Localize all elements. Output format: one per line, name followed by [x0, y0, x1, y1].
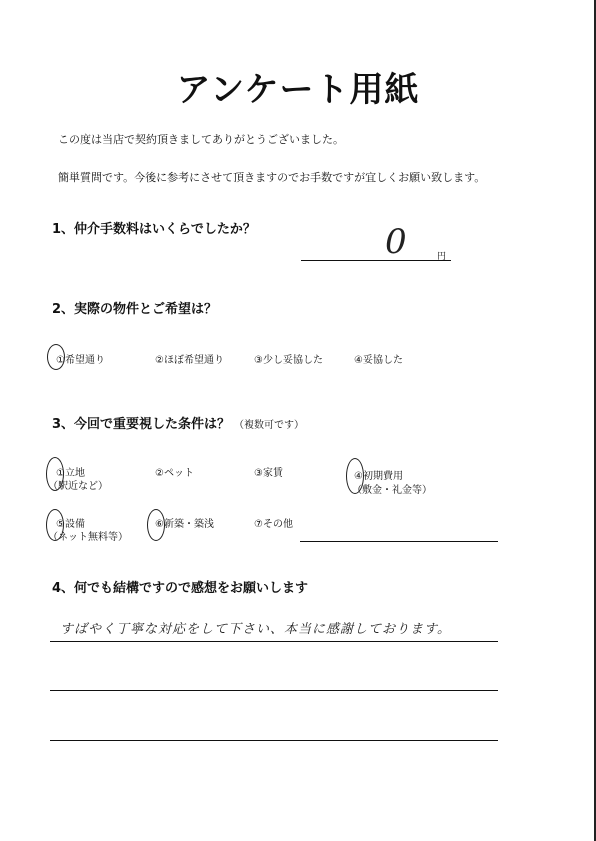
q2-option-3[interactable]: ③少し妥協した [254, 355, 323, 366]
page-title: アンケート用紙 [176, 70, 420, 110]
q3-circle-1 [46, 457, 64, 491]
q3-circle-5 [46, 509, 64, 541]
q2-option-1[interactable]: ①希望通り [56, 355, 105, 366]
question-3-text: 3、今回で重要視した条件は？ [52, 417, 231, 432]
q3-option-7[interactable]: ⑦その他 [254, 519, 293, 530]
intro-line-2: 簡単質問です。今後に参考にさせて頂きますのでお手数ですが宜しくお願い致します。 [58, 171, 486, 184]
q3-option-6[interactable]: ⑥新築・築浅 [155, 519, 214, 530]
q3-circle-4 [346, 458, 364, 494]
q3-option-4-sub: （敷金・礼金等） [352, 485, 432, 496]
question-3-note: （複数可です） [234, 420, 305, 431]
question-3 [52, 413, 304, 432]
q1-handwritten-answer: 0 [385, 222, 407, 262]
q3-circle-6 [147, 509, 165, 541]
q4-handwritten-answer: すばやく丁寧な対応をして下さい、本当に感謝しております。 [60, 622, 451, 637]
question-4: 4、何でも結構ですので感想をお願いします [52, 581, 309, 596]
q3-option-2[interactable]: ②ペット [155, 468, 194, 479]
q4-answer-line-3 [50, 740, 498, 741]
q1-unit: 円 [437, 252, 447, 262]
q3-option-1-sub: （駅近など） [48, 481, 108, 492]
q4-answer-line-1 [50, 641, 498, 642]
q3-other-line [300, 541, 498, 542]
q3-option-5-sub: （ネット無料等） [48, 532, 128, 543]
q4-answer-line-2 [50, 690, 498, 691]
q2-option-4[interactable]: ④妥協した [354, 355, 403, 366]
question-2: 2、実際の物件とご希望は？ [52, 302, 218, 317]
q3-option-1[interactable]: ①立地 [56, 468, 85, 479]
q3-option-3[interactable]: ③家賃 [254, 468, 283, 479]
question-1: 1、仲介手数料はいくらでしたか？ [52, 222, 256, 237]
q3-option-4[interactable]: ④初期費用 [354, 471, 403, 482]
intro-line-1: この度は当店で契約頂きましてありがとうございました。 [58, 133, 344, 146]
q1-answer-line [301, 260, 451, 261]
q2-answer-circle [47, 344, 65, 370]
q3-option-5[interactable]: ⑤設備 [56, 519, 85, 530]
q2-option-2[interactable]: ②ほぼ希望通り [155, 355, 224, 366]
